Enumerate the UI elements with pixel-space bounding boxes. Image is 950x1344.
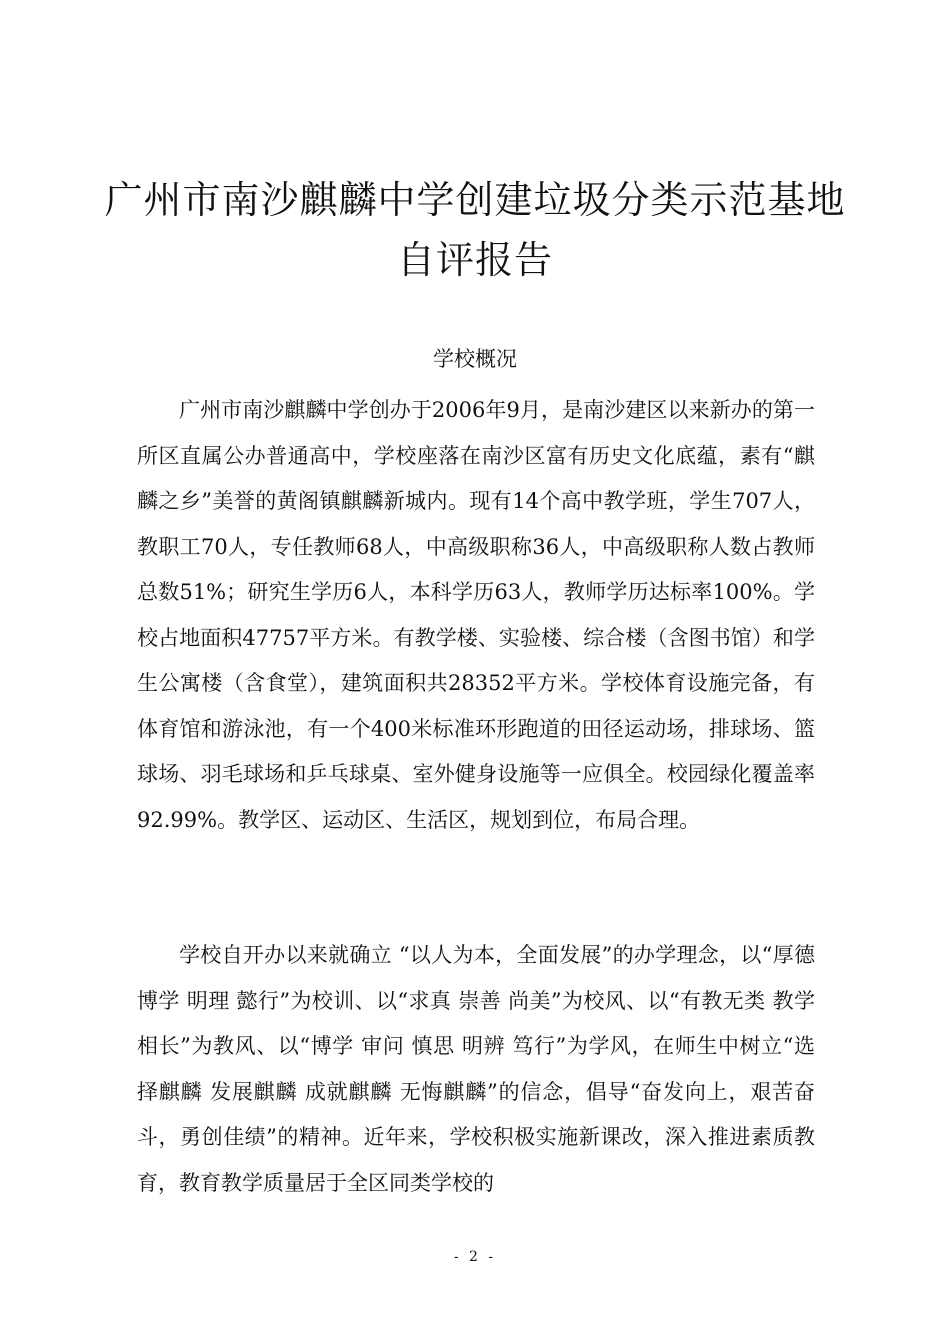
body-paragraph-2: 学校自开办以来就确立 “以人为本，全面发展”的办学理念，以“厚德 博学 明理 懿行”为校训、以“求真 崇善 尚美”为校风、以“有教无类 教学相长”为教风、以“博学 审问 慎思 明辨 笃行”为学风，在师生中树立“选择麒麟 发展麒麟 成就麒麟 无悔麒麟”的信念，倡导“奋发向上，艰苦奋斗，勇创佳绩”的精神。近年来，学校积极实施新课改，深入推进素质教育，教育教学质量居于全区同类学校的 [137,943,815,1195]
document-title [100,170,850,290]
body-paragraph-1: 广州市南沙麒麟中学创办于2006年9月，是南沙建区以来新办的第一所区直属公办普通高中，学校座落在南沙区富有历史文化底蕴，素有“麒麟之乡”美誉的黄阁镇麒麟新城内。现有14个高中教学班，学生707人，教职工70人，专任教师68人，中高级职称36人，中高级职称人数占教师总数51%；研究生学历6人，本科学历63人，教师学历达标率100%。学校占地面积47757平方米。有教学楼、实验楼、综合楼（含图书馆）和学生公寓楼（含食堂），建筑面积共28352平方米。学校体育设施完备，有体育馆和游泳池，有一个400米标准环形跑道的田径运动场，排球场、篮球场、羽毛球场和乒乓球桌、室外健身设施等一应俱全。校园绿化覆盖率92.99%。教学区、运动区、生活区，规划到位，布局合理。 [137,398,815,832]
title-line-2: 自评报告 [396,238,553,282]
title-line-1: 广州市南沙麒麟中学创建垃圾分类示范基地 [104,178,846,222]
page-number: - 2 - [453,1249,497,1265]
section-heading: 学校概况 [433,347,517,371]
